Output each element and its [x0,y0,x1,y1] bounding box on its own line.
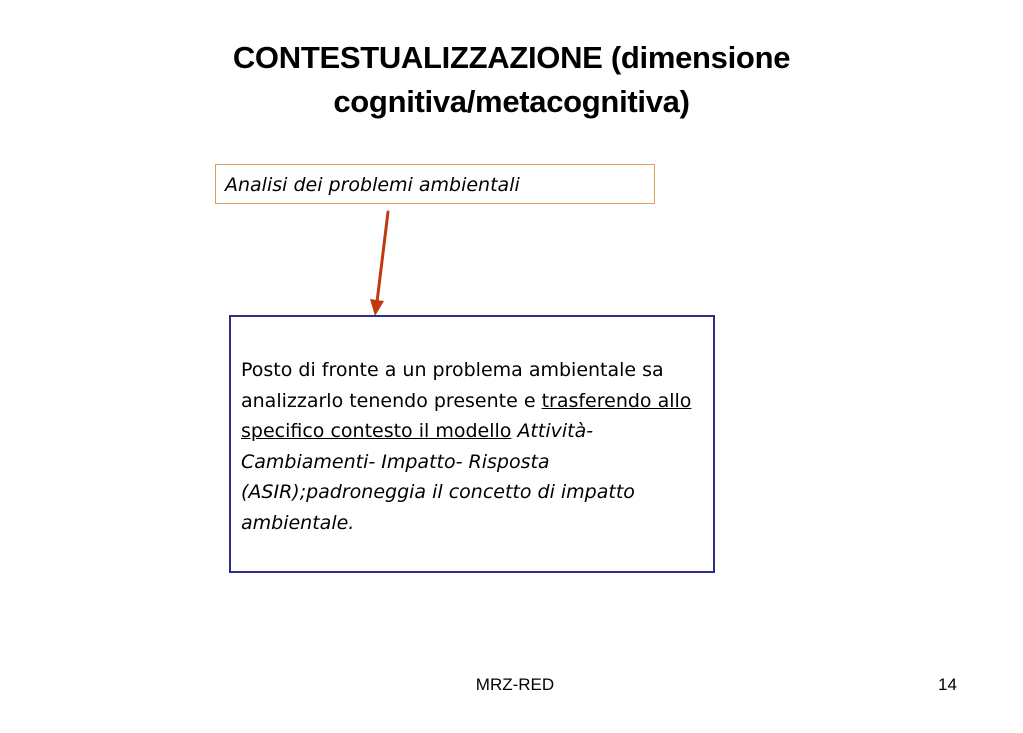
environmental-analysis-box [215,164,655,204]
title-line-1: CONTESTUALIZZAZIONE (dimensione [232,40,791,75]
description-underlined-text: trasferendo allo specifico contesto il modello [241,389,692,442]
down-arrow-icon [360,210,400,320]
title-line-2: cognitiva/metacognitiva) [333,84,690,119]
slide-title [100,36,923,124]
environmental-analysis-label: Analisi dei problemi ambientali [225,174,520,196]
description-italic-text: Attività-Cambiamenti- Impatto- Risposta (ASIR);padroneggia il concetto di impatto ambientale. [241,420,635,534]
footer-label: MRZ-RED [475,675,555,694]
page-number: 14 [938,675,957,694]
competence-description-box [229,315,715,573]
description-text: Posto di fronte a un problema ambientale sa analizzarlo tenendo presente e [241,359,664,412]
